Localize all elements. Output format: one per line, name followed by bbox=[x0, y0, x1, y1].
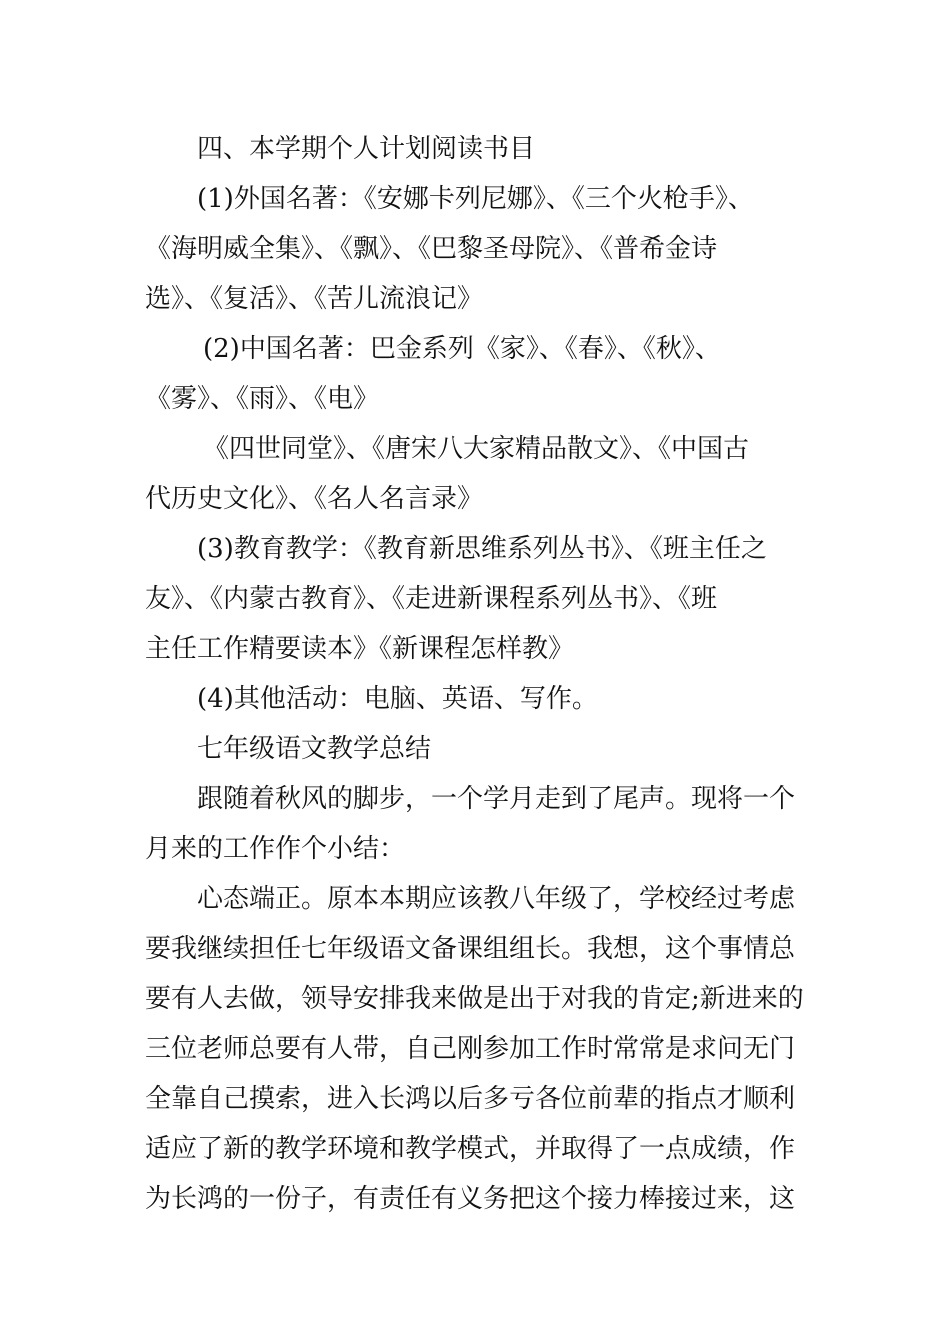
section-title: 七年级语文教学总结 bbox=[197, 734, 432, 764]
paragraph-line: 《海明威全集》、《飘》、《巴黎圣母院》、《普希金诗 bbox=[145, 234, 718, 264]
paragraph-line: (1)外国名著：《安娜卡列尼娜》、《三个火枪手》、 bbox=[197, 184, 754, 214]
paragraph-line: 要有人去做，领导安排我来做是出于对我的肯定;新进来的 bbox=[145, 984, 804, 1014]
paragraph-line: 心态端正。原本本期应该教八年级了，学校经过考虑 bbox=[197, 884, 796, 914]
paragraph-line: 适应了新的教学环境和教学模式，并取得了一点成绩，作 bbox=[145, 1134, 796, 1164]
paragraph-line: 要我继续担任七年级语文备课组组长。我想，这个事情总 bbox=[145, 934, 796, 964]
paragraph-line: (4)其他活动：电脑、英语、写作。 bbox=[197, 684, 598, 714]
paragraph-line: 三位老师总要有人带，自己刚参加工作时常常是求问无门 bbox=[145, 1034, 796, 1064]
paragraph-line: 代历史文化》、《名人名言录》 bbox=[145, 484, 484, 514]
paragraph-line: 为长鸿的一份子，有责任有义务把这个接力棒接过来，这 bbox=[145, 1184, 796, 1214]
paragraph-line: (3)教育教学：《教育新思维系列丛书》、《班主任之 bbox=[197, 534, 767, 564]
paragraph-line: 选》、《复活》、《苦儿流浪记》 bbox=[145, 284, 484, 314]
section-heading: 四、本学期个人计划阅读书目 bbox=[197, 134, 536, 164]
paragraph-line: 月来的工作作个小结： bbox=[145, 834, 406, 864]
document-body bbox=[145, 124, 810, 1224]
paragraph-line: 《雾》、《雨》、《电》 bbox=[145, 384, 380, 414]
paragraph-line: 友》、《内蒙古教育》、《走进新课程系列丛书》、《班 bbox=[145, 584, 718, 614]
paragraph-line: 主任工作精要读本》《新课程怎样教》 bbox=[145, 634, 575, 664]
paragraph-line: 《四世同堂》、《唐宋八大家精品散文》、《中国古 bbox=[203, 434, 750, 464]
paragraph-line: 全靠自己摸索，进入长鸿以后多亏各位前辈的指点才顺利 bbox=[145, 1084, 796, 1114]
paragraph-line: (2)中国名著：巴金系列《家》、《春》、《秋》、 bbox=[203, 334, 721, 364]
paragraph-line: 跟随着秋风的脚步，一个学月走到了尾声。现将一个 bbox=[197, 784, 796, 814]
